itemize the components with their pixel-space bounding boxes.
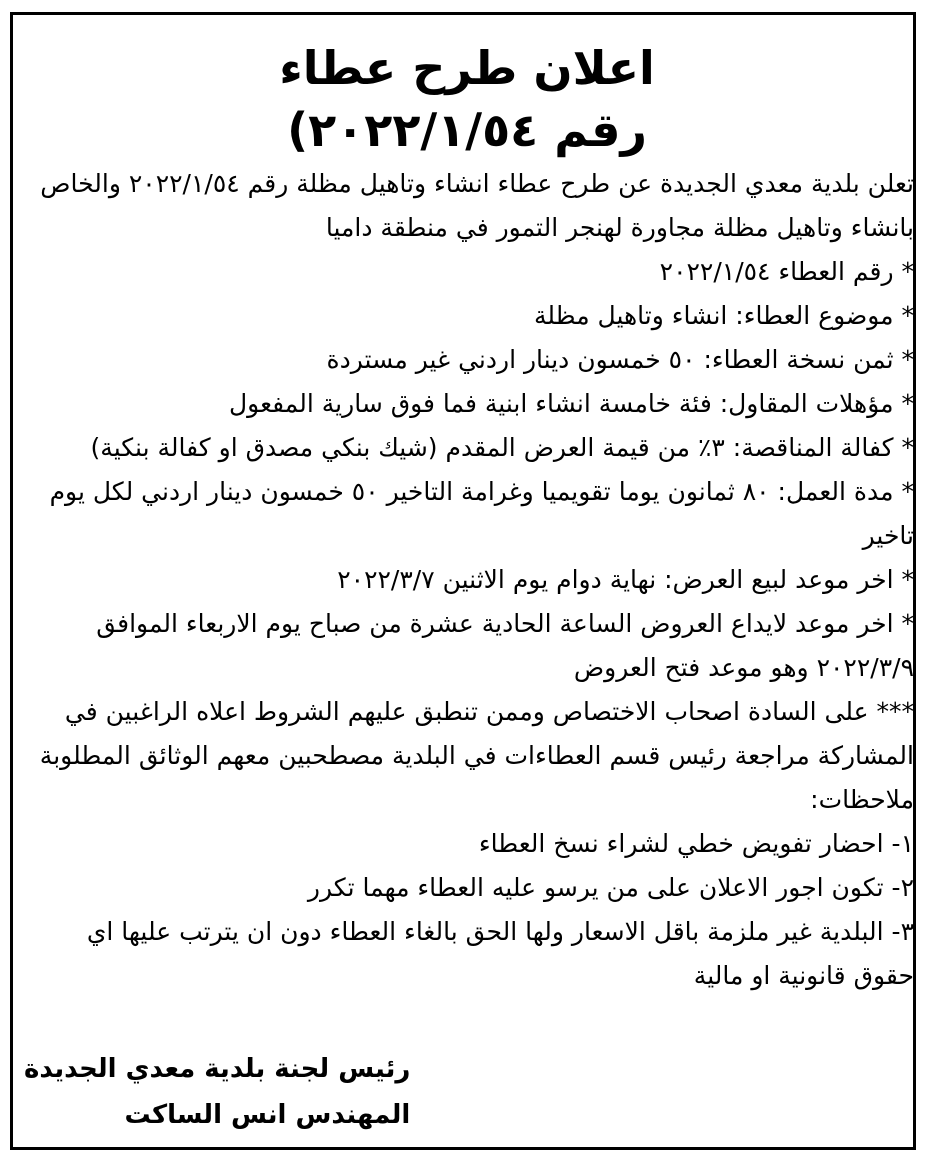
page-title: اعلان طرح عطاء [279, 41, 655, 95]
item-submission-deadline: * اخر موعد لايداع العروض الساعة الحادية عشرة من صباح يوم الاربعاء الموافق ٢٠٢٢/٣/٩ وهو موعد فتح العروض [96, 609, 914, 682]
item-tender-number: * رقم العطاء ٢٠٢٢/١/٥٤ [659, 257, 914, 286]
intro-paragraph: تعلن بلدية معدي الجديدة عن طرح عطاء انشاء وتاهيل مظلة رقم ٢٠٢٢/١/٥٤ والخاص بانشاء وتاهيل مظلة مجاورة لهنجر التمور في منطقة داميا [40, 169, 914, 242]
tender-number-title: رقم ٢٠٢٢/١/٥٤) [287, 103, 647, 157]
item-bid-bond: * كفالة المناقصة: ٣٪ من قيمة العرض المقدم (شيك بنكي مصدق او كفالة بنكية) [90, 433, 914, 462]
item-work-duration: * مدة العمل: ٨٠ ثمانون يوما تقويميا وغرامة التاخير ٥٠ خمسون دينار اردني لكل يوم تاخير [49, 477, 914, 550]
signature-title: رئيس لجنة بلدية معدي الجديدة [24, 1054, 411, 1084]
notes-heading: ملاحظات: [810, 785, 914, 814]
note-item: ٣- البلدية غير ملزمة باقل الاسعار ولها الحق بالغاء العطاء دون ان يترتب عليها اي حقوق قانونية او مالية [86, 917, 914, 990]
item-contractor-qualifications: * مؤهلات المقاول: فئة خامسة انشاء ابنية فما فوق سارية المفعول [229, 389, 914, 418]
item-eligibility-notice: *** على السادة اصحاب الاختصاص وممن تنطبق عليهم الشروط اعلاه الراغبين في المشاركة مراجعة رئيس قسم العطاءات في البلدية مصطحبين معهم الوثائق المطلوبة [39, 697, 914, 770]
signature-block [24, 1046, 410, 1138]
announcement-body [22, 162, 914, 998]
item-tender-subject: * موضوع العطاء: انشاء وتاهيل مظلة [534, 301, 914, 330]
item-sale-deadline: * اخر موعد لبيع العرض: نهاية دوام يوم الاثنين ٢٠٢٢/٣/٧ [337, 565, 914, 594]
item-copy-price: * ثمن نسخة العطاء: ٥٠ خمسون دينار اردني غير مستردة [326, 345, 914, 374]
note-item: ١- احضار تفويض خطي لشراء نسخ العطاء [478, 829, 914, 858]
note-item: ٢- تكون اجور الاعلان على من يرسو عليه العطاء مهما تكرر [307, 873, 914, 902]
signature-name: المهندس انس الساكت [124, 1100, 411, 1130]
